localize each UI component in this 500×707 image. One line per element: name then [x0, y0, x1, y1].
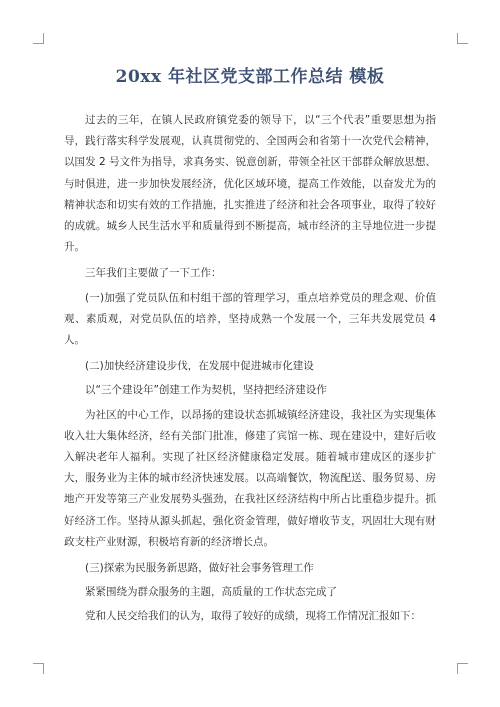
- paragraph-section-2-heading: (二)加快经济建设步伐，在发展中促进城市化建设: [85, 360, 314, 373]
- paragraph-section-3-lead: 紧紧围绕为群众服务的主题，高质量的工作状态完成了: [85, 586, 337, 599]
- crop-mark-top-right: [457, 33, 468, 44]
- paragraph-summary-lead: 三年我们主要做了一下工作：: [85, 267, 222, 280]
- document-title: 20xx 年社区党支部工作总结 模板: [115, 67, 385, 87]
- paragraph-section-2-lead: 以“三个建设年”创建工作为契机，坚持把经济建设作: [85, 384, 327, 397]
- paragraph-section-1: (一)加强了党员队伍和村组干部的管理学习，重点培养党员的理念观、价值观、素质观，对党员队伍的培养，坚持成熟一个发展一个，三年共发展党员 4 人。: [64, 291, 436, 347]
- paragraph-section-3-heading: (三)探索为民服务新思路，做好社会事务管理工作: [85, 562, 314, 575]
- document-body: [64, 110, 436, 631]
- crop-mark-bottom-right: [457, 663, 468, 674]
- crop-mark-bottom-left: [33, 663, 44, 674]
- paragraph-closing: 党和人民交给我们的认为，取得了较好的成绩，现将工作情况汇报如下：: [85, 610, 421, 623]
- crop-mark-top-left: [33, 33, 44, 44]
- paragraph-section-2-body: 为社区的中心工作，以昂扬的建设状态抓城镇经济建设，我社区为实现集体收入壮大集体经济，经有关部门批准，修建了宾馆一栋、现在建设中，建好后收入解决老年人福利。实现了社区经济健康稳定发展。随着城市建成区的逐步扩大，服务业为主体的城市经济快速发展。以高端餐饮，物流配送、服务贸易、房地产开发等第三产业发展势头强劲，在我社区经济结构中所占比重稳步提升。抓好经济工作。坚持从源头抓起，强化资金管理，做好增收节支，巩固壮大现有财政支柱产业财源，积极培育新的经济增长点。: [64, 408, 436, 548]
- paragraph-intro: 过去的三年，在镇人民政府镇党委的领导下，以“三个代表”重要思想为指导，践行落实科学发展观，认真贯彻党的、全国两会和省第十一次党代会精神，以国发 2 号文件为指导，求真务实、锐意创新，带领全社区干部群众解放思想、与时俱进，进一步加快发展经济，优化区域环境，提高工作效能，以奋发尤为的精神状态和切实有效的工作措施，扎实推进了经济和社会各项事业，取得了较好的成就。城乡人民生活水平和质量得到不断提高，城市经济的主导地位进一步提升。: [64, 114, 436, 254]
